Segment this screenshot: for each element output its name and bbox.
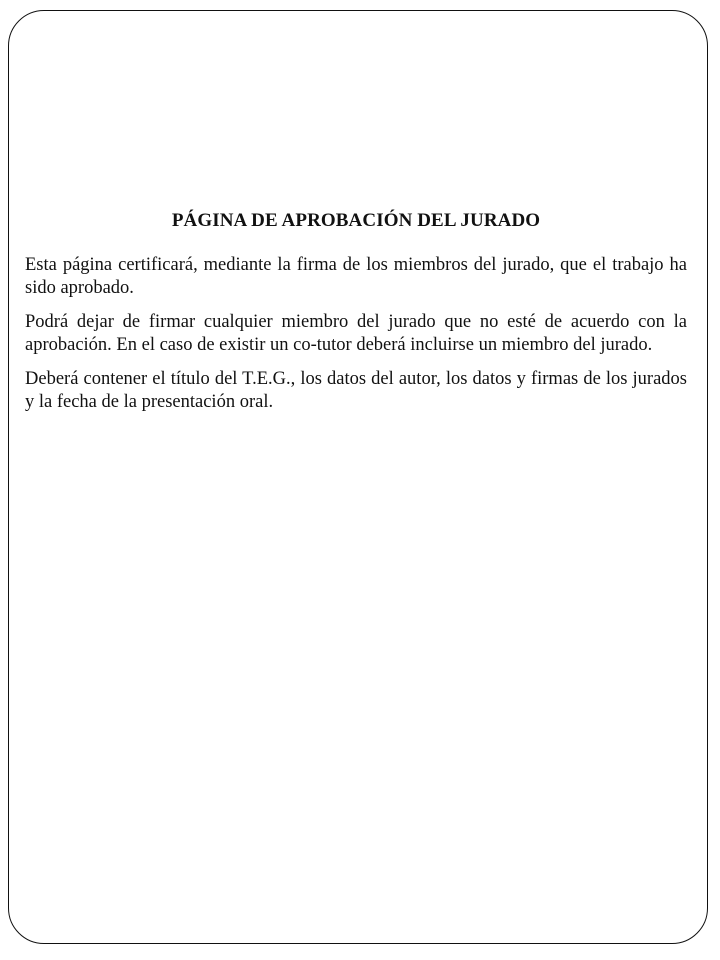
paragraph-signing-rules: Podrá dejar de firmar cualquier miembro del jurado que no esté de acuerdo con la aprobación. En el caso de existir un co-tutor deberá incluirse un miembro del jurado. bbox=[25, 312, 687, 355]
paragraph-contents: Deberá contener el título del T.E.G., los datos del autor, los datos y firmas de los jurados y la fecha de la presentación oral. bbox=[25, 369, 687, 412]
page-frame bbox=[8, 10, 708, 944]
page-title: PÁGINA DE APROBACIÓN DEL JURADO bbox=[171, 210, 541, 231]
paragraph-certification: Esta página certificará, mediante la firma de los miembros del jurado, que el trabajo ha sido aprobado. bbox=[25, 255, 687, 298]
document-content bbox=[25, 210, 687, 425]
